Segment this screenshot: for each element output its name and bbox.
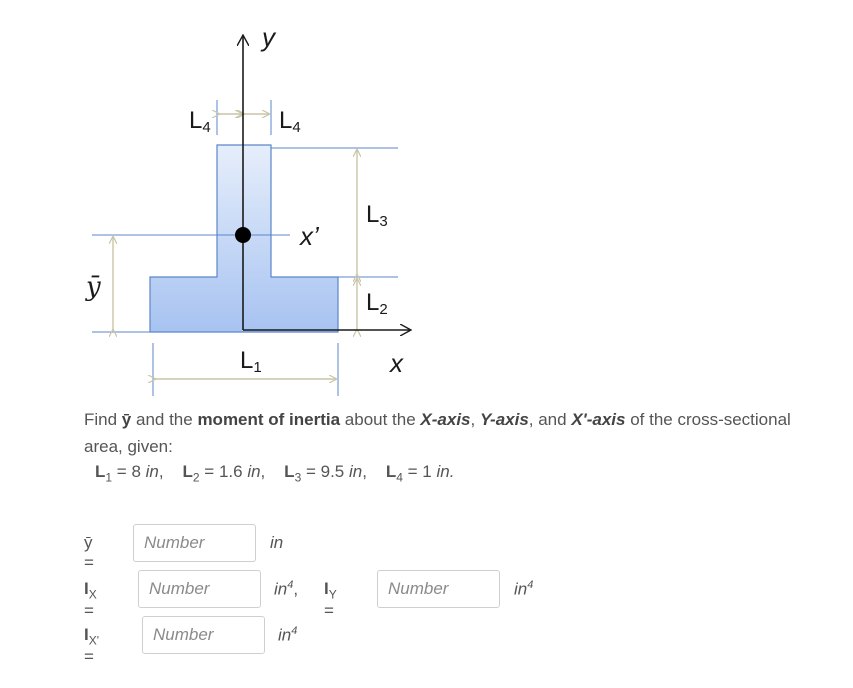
problem-statement: Find ȳ and the moment of inertia about the X-axis, Y-axis, and X'-axis of the cross-sectional area, given: xyxy=(84,410,791,456)
ix-input[interactable] xyxy=(138,570,261,608)
l1-label: L1 xyxy=(240,347,262,376)
ix-answer-label: $I_X$ = xyxy=(84,579,97,621)
given-values: $L_1 = 8$ in, $L_2 = 1.6$ in, $L_3 = 9.5$ in, $L_4 = 1$ in. xyxy=(95,462,455,485)
centroid-axis-label: x’ xyxy=(300,221,319,251)
ixp-input[interactable] xyxy=(142,616,265,654)
iy-input[interactable] xyxy=(377,570,500,608)
l4-left-label: L4 xyxy=(189,107,211,136)
given-l4: $L_4 = 1$ in. xyxy=(385,462,455,485)
x-axis-label: x xyxy=(390,348,403,378)
iy-answer-label: $I_Y$ = xyxy=(324,579,337,621)
centroid-dot xyxy=(235,227,251,243)
y-axis-label: y xyxy=(262,22,275,52)
iy-unit: $in^4$ xyxy=(514,579,534,599)
ix-unit: $in^4$, xyxy=(274,579,299,599)
given-l1: $L_1 = 8$ in xyxy=(95,462,159,485)
ybar-answer-label: ȳ = xyxy=(84,533,94,572)
ybar-label: ȳ xyxy=(86,272,101,302)
ybar-unit: in xyxy=(270,533,284,552)
ixp-answer-label: $I_{X'}$ = xyxy=(84,625,100,667)
given-l3: $L_3 = 9.5$ in xyxy=(284,462,363,485)
ixp-unit: $in^4$ xyxy=(278,625,298,645)
l4-right-label: L4 xyxy=(279,107,301,136)
l2-label: L2 xyxy=(366,289,388,318)
given-l2: $L_2 = 1.6$ in xyxy=(182,462,261,485)
l3-label: L3 xyxy=(366,201,388,230)
ybar-input[interactable] xyxy=(133,524,256,562)
